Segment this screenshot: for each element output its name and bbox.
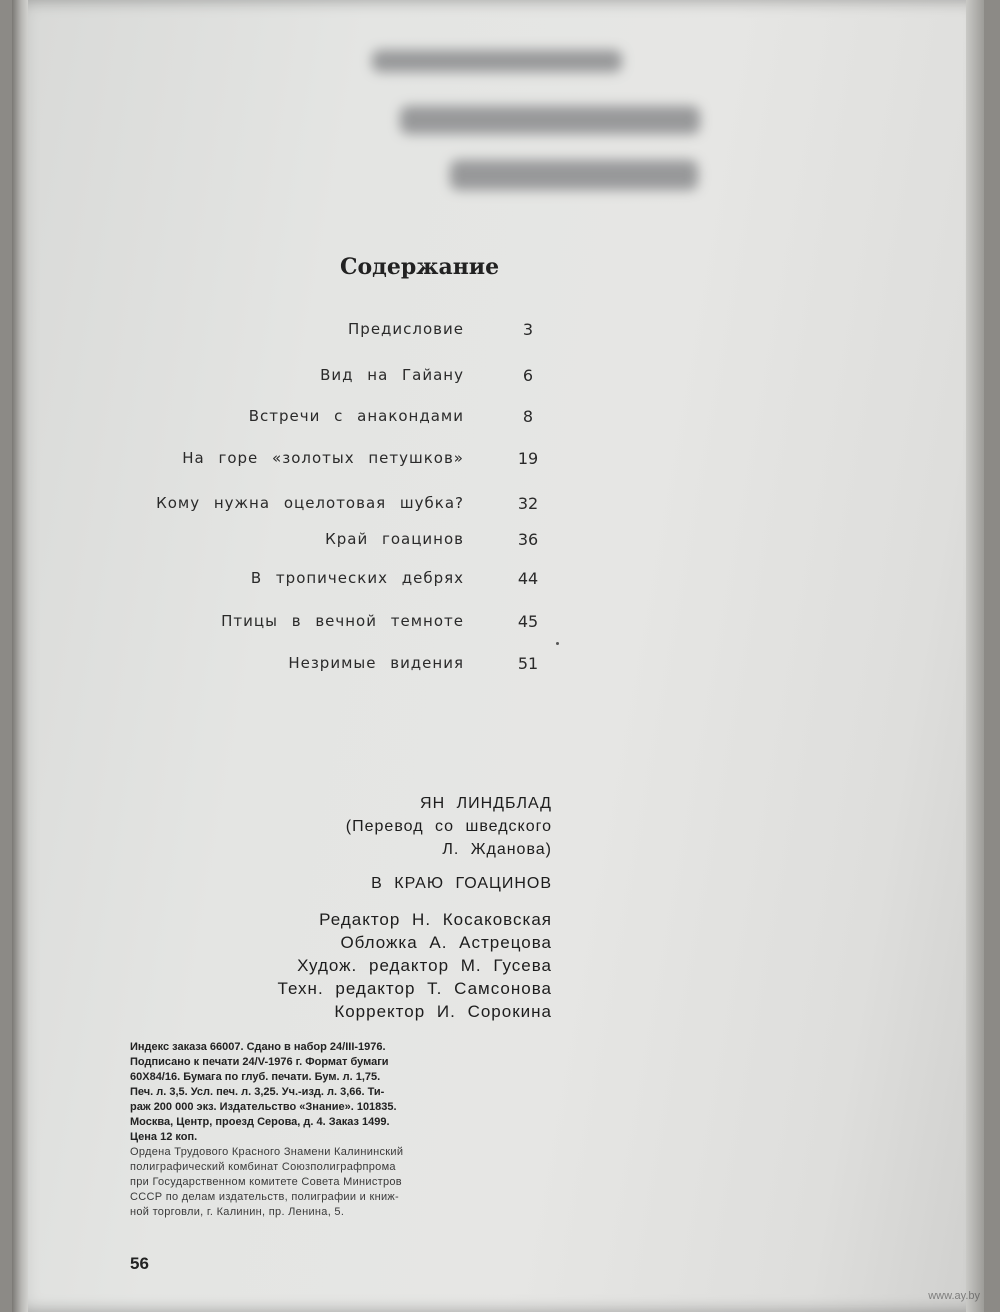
blurred-header-line-2: [400, 106, 700, 134]
watermark: www.ay.by: [928, 1290, 980, 1302]
toc-item: [0, 612, 1000, 640]
toc-item-label: Край гоацинов: [325, 530, 464, 548]
toc-item-page: 6: [522, 366, 534, 385]
toc-item-page: 45: [517, 612, 539, 631]
toc-item-page: 36: [517, 530, 539, 549]
blurred-header-line-1: [372, 50, 622, 72]
printer-line: Ордена Трудового Красного Знамени Калининский: [130, 1146, 404, 1158]
book-title-block: [371, 872, 552, 895]
toc-item: [0, 366, 1000, 394]
staff-credits: [278, 908, 552, 1023]
toc-item: [0, 449, 1000, 477]
staff-line: Техн. редактор Т. Самсонова: [277, 979, 552, 998]
translation-line-2: Л. Жданова): [442, 841, 552, 858]
staff-line: Обложка А. Астрецова: [340, 933, 552, 952]
imprint-line: Индекс заказа 66007. Сдано в набор 24/III-1976.: [130, 1041, 386, 1053]
toc-item-label: В тропических дебрях: [250, 569, 464, 587]
imprint-line: Цена 12 коп.: [130, 1131, 198, 1143]
translation-line-1: (Перевод со шведского: [345, 818, 552, 835]
imprint-line: Печ. л. 3,5. Усл. печ. л. 3,25. Уч.-изд. л. 3,66. Ти-: [130, 1086, 385, 1098]
toc-item: [0, 569, 1000, 597]
staff-line: Редактор Н. Косаковская: [319, 910, 552, 929]
toc-item-label: Кому нужна оцелотовая шубка?: [156, 494, 464, 512]
blurred-header-line-3: [450, 160, 698, 190]
imprint-line: Москва, Центр, проезд Серова, д. 4. Заказ 1499.: [130, 1116, 390, 1128]
toc-item-label: Птицы в вечной темноте: [221, 612, 464, 630]
toc-item-page: 44: [517, 569, 539, 588]
toc-item: [0, 320, 1000, 348]
toc-item-page: 51: [517, 654, 539, 673]
imprint-line: раж 200 000 экз. Издательство «Знание». 101835.: [130, 1101, 397, 1113]
imprint-block: [130, 1040, 570, 1220]
toc-item-page: 32: [517, 494, 539, 513]
imprint-line: 60Х84/16. Бумага по глуб. печати. Бум. л. 1,75.: [130, 1071, 381, 1083]
printer-line: ной торговли, г. Калинин, пр. Ленина, 5.: [130, 1206, 345, 1218]
printer-line: СССР по делам издательств, полиграфии и книж-: [130, 1191, 400, 1203]
toc-item-label: Встречи с анакондами: [248, 407, 464, 425]
author-credits: [346, 792, 552, 861]
toc-item-label: На горе «золотых петушков»: [182, 449, 464, 467]
staff-line: Корректор И. Сорокина: [334, 1002, 552, 1021]
toc-item-page: 19: [517, 449, 539, 468]
toc-item: [0, 654, 1000, 682]
page-number: 56: [130, 1254, 149, 1273]
toc-item-page: 8: [522, 407, 534, 426]
toc-item-label: Вид на Гайану: [320, 366, 464, 384]
printer-line: полиграфический комбинат Союзполиграфпрома: [130, 1161, 396, 1173]
toc-item-label: Незримые видения: [288, 654, 464, 672]
toc-item: [0, 407, 1000, 435]
toc-title: Содержание: [340, 254, 500, 280]
toc-item: [0, 530, 1000, 558]
toc-item-page: 3: [522, 320, 534, 339]
printer-line: при Государственном комитете Совета Министров: [130, 1176, 402, 1188]
author-name: ЯН ЛИНДБЛАД: [420, 795, 552, 812]
book-title: В КРАЮ ГОАЦИНОВ: [371, 875, 552, 892]
toc-item-label: Предисловие: [348, 320, 464, 338]
paper-speck: [556, 642, 559, 645]
staff-line: Худож. редактор М. Гусева: [297, 956, 552, 975]
toc-item: [0, 494, 1000, 522]
imprint-line: Подписано к печати 24/V-1976 г. Формат бумаги: [130, 1056, 389, 1068]
